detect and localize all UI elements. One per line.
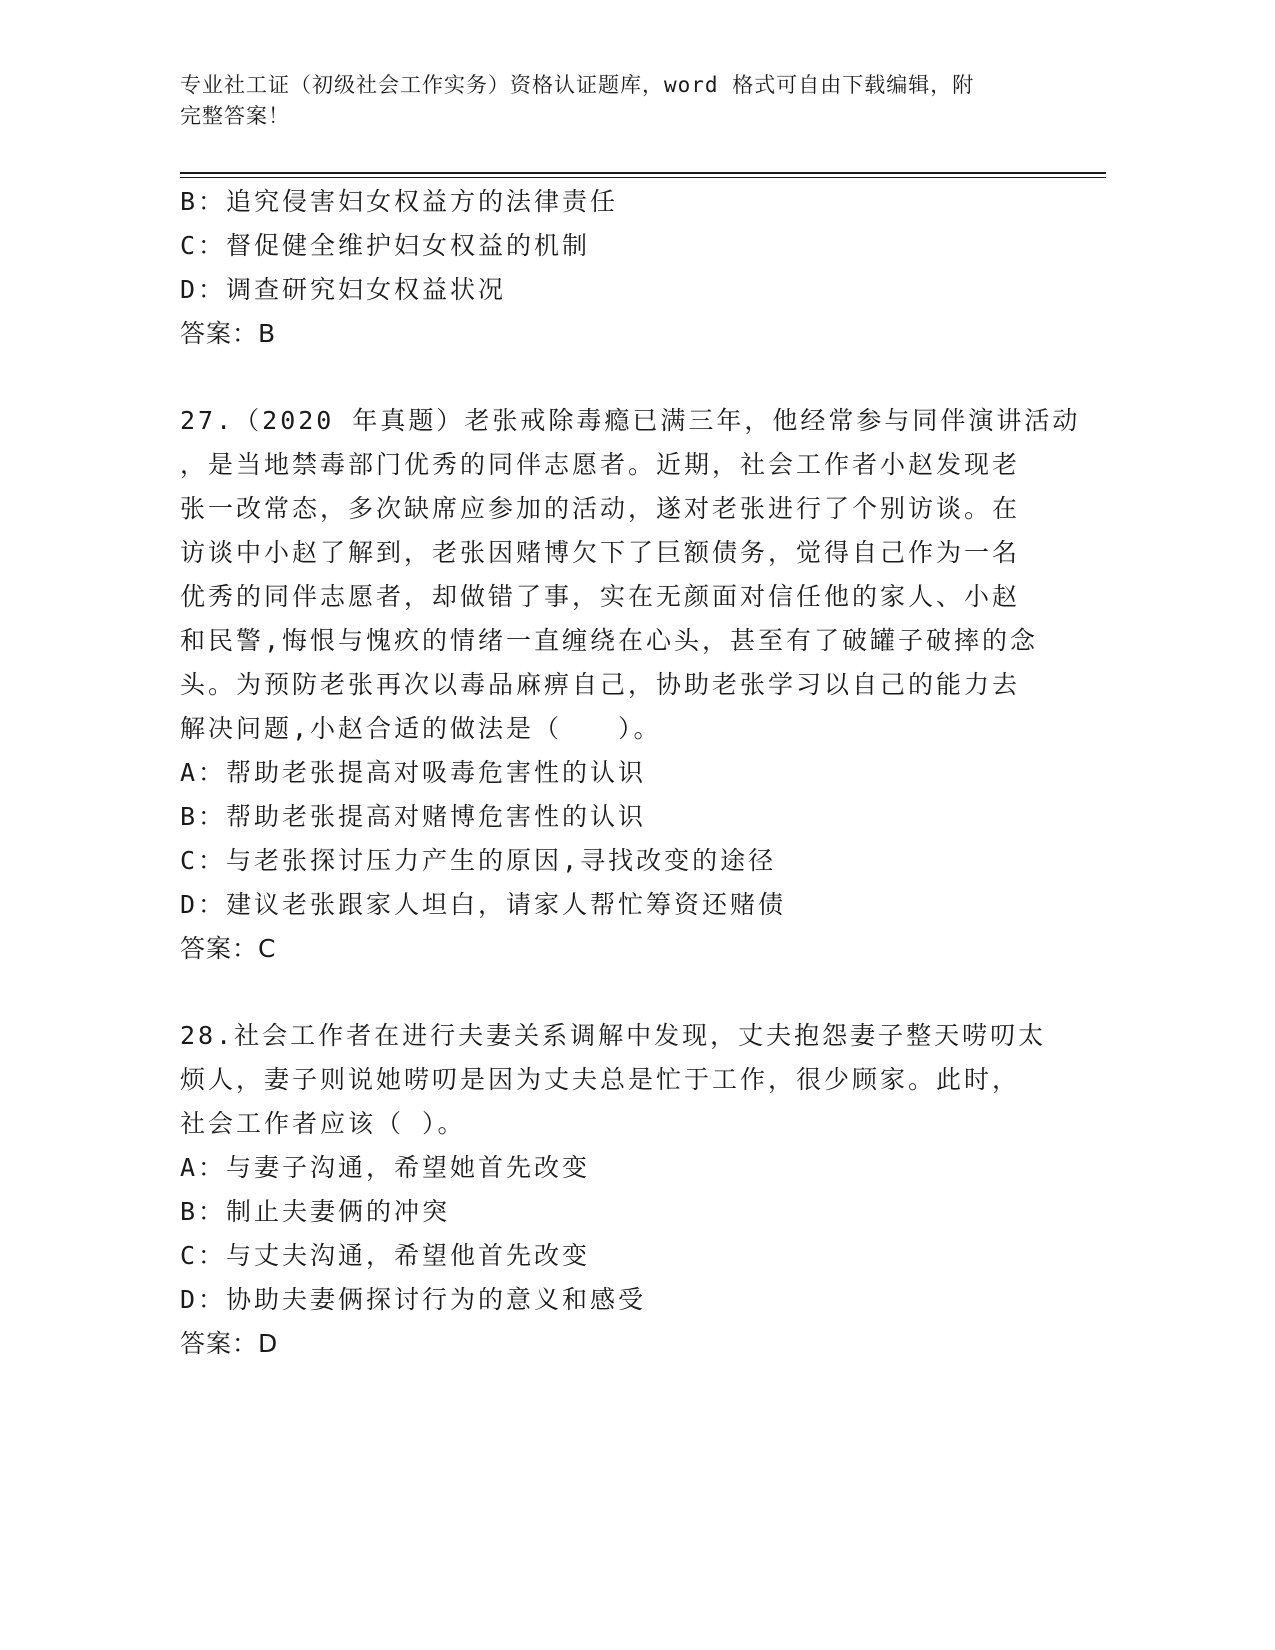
option-d: D：协助夫妻俩探讨行为的意义和感受: [180, 1285, 647, 1314]
header-line-1: 专业社工证（初级社会工作实务）资格认证题库，word 格式可自由下载编辑，附: [180, 73, 975, 97]
question-text-line: 28.社会工作者在进行夫妻关系调解中发现，丈夫抱怨妻子整天唠叨太: [180, 1021, 1047, 1050]
option-c: C：与老张探讨压力产生的原因,寻找改变的途径: [180, 846, 777, 875]
header-divider-thin: [180, 177, 1106, 178]
question-text-line: 和民警,悔恨与愧疚的情绪一直缠绕在心头，甚至有了破罐子破摔的念: [180, 626, 1039, 655]
question-text-line: 解决问题,小赵合适的做法是（ ）。: [180, 714, 662, 743]
document-body: [180, 180, 1080, 1366]
option-a: A：帮助老张提高对吸毒危害性的认识: [180, 758, 647, 787]
question-text-line: 访谈中小赵了解到，老张因赌博欠下了巨额债务，觉得自己作为一名: [180, 538, 1021, 567]
question-text-line: 优秀的同伴志愿者，却做错了事，实在无颜面对信任他的家人、小赵: [180, 582, 1021, 611]
spacer: [180, 356, 1080, 399]
answer-line: 答案：B: [180, 319, 277, 348]
option-c: C：督促健全维护妇女权益的机制: [180, 231, 591, 260]
option-a: A：与妻子沟通，希望她首先改变: [180, 1153, 591, 1182]
question-text-line: 27.（2020 年真题）老张戒除毒瘾已满三年，他经常参与同伴演讲活动: [180, 406, 1081, 435]
question-text-line: 张一改常态，多次缺席应参加的活动，遂对老张进行了个别访谈。在: [180, 494, 1021, 523]
option-d: D：建议老张跟家人坦白，请家人帮忙筹资还赌债: [180, 890, 787, 919]
spacer: [180, 971, 1080, 1014]
question-text-line: 烦人，妻子则说她唠叨是因为丈夫总是忙于工作，很少顾家。此时，: [180, 1065, 1021, 1094]
question-27: [180, 399, 1080, 971]
answer-line: 答案：D: [180, 1329, 279, 1358]
answer-line: 答案：C: [180, 934, 277, 963]
page-header: [180, 70, 1040, 132]
option-d: D：调查研究妇女权益状况: [180, 275, 507, 304]
previous-question-tail: [180, 180, 1080, 356]
question-text-line: 社会工作者应该（ ）。: [180, 1109, 466, 1138]
option-b: B：帮助老张提高对赌博危害性的认识: [180, 802, 647, 831]
option-b: B：追究侵害妇女权益方的法律责任: [180, 187, 619, 216]
option-c: C：与丈夫沟通，希望他首先改变: [180, 1241, 591, 1270]
header-line-2: 完整答案！: [180, 104, 290, 128]
option-b: B：制止夫妻俩的冲突: [180, 1197, 451, 1226]
question-28: [180, 1014, 1080, 1366]
question-text-line: 头。为预防老张再次以毒品麻痹自己，协助老张学习以自己的能力去: [180, 670, 1021, 699]
question-text-line: ，是当地禁毒部门优秀的同伴志愿者。近期，社会工作者小赵发现老: [180, 450, 1021, 479]
header-divider-thick: [180, 172, 1106, 174]
